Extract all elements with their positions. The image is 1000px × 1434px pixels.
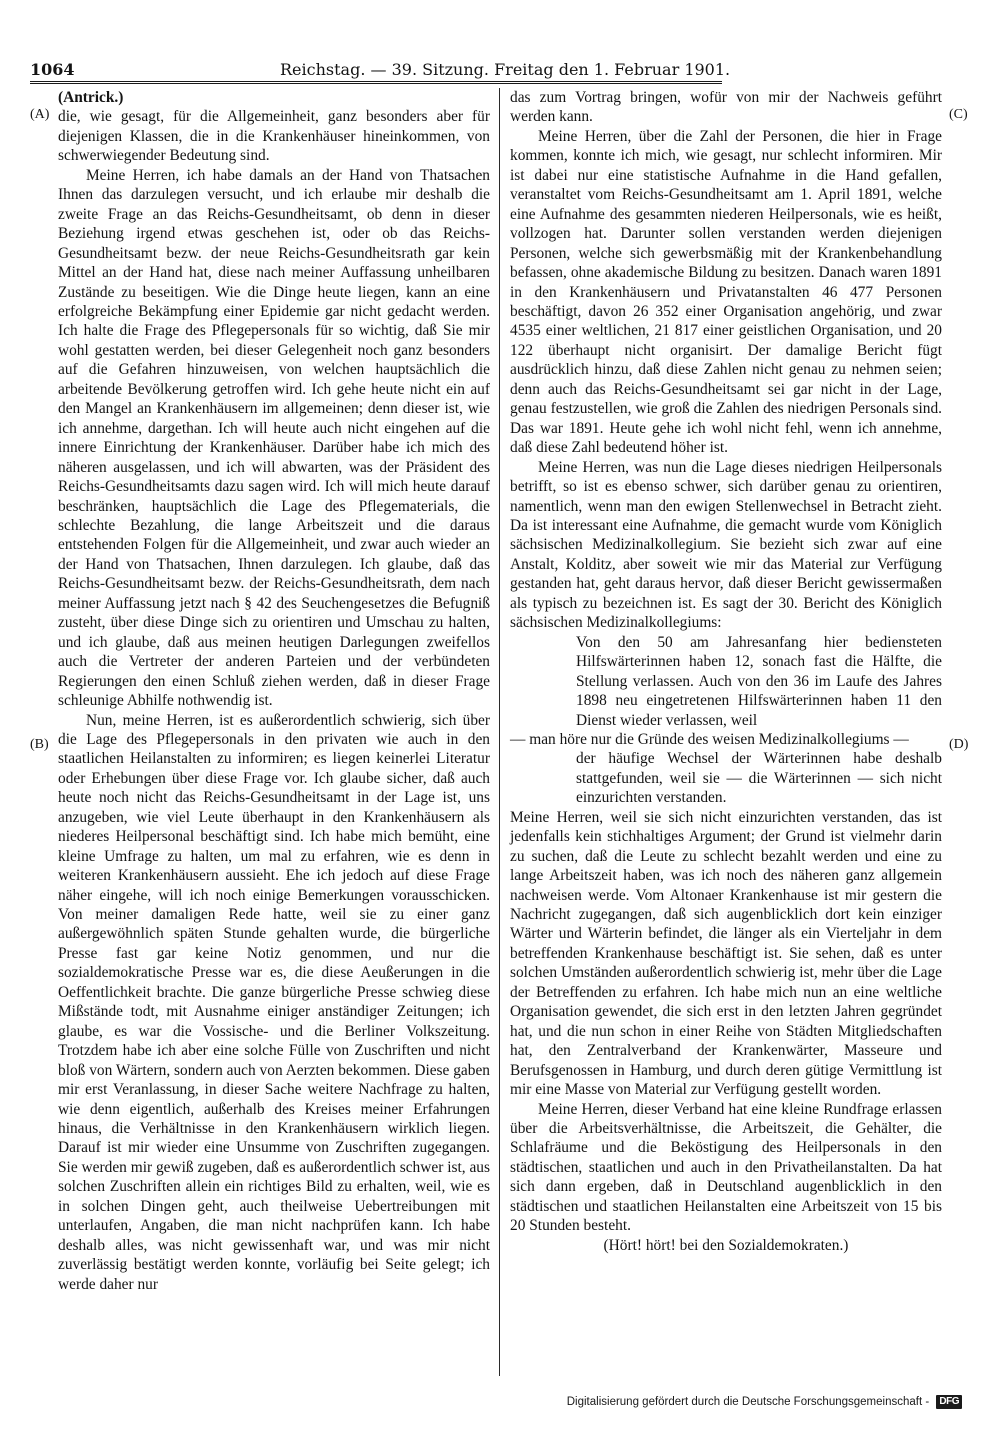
footer-text: Digitalisierung gefördert durch die Deutsche Forschungsgemeinschaft - (566, 1396, 930, 1408)
header-rule (30, 81, 722, 82)
block-quote: Von den 50 am Jahresanfang hier bediensteten Hilfswärterinnen haben 12, sonach fast die Hälfte, die Stellung verlassen. Auch von den 36 im Laufe des Jahres 1898 neu eingetretenen Hilfswärterinnen haben 11 den Dienst wieder verlassen, weil (576, 633, 942, 729)
paragraph: Meine Herren, ich habe damals an der Hand von Thatsachen Ihnen das darzulegen versucht, und ich erlaube mir deshalb die zweite Frage an das Reichs-Gesundheitsamt, ob denn in dieser Beziehung irgend etwas geschehen ist, oder ob das Reichs-Gesundheitsamt bezw. der neue Reichs-Gesundheitsrath gar kein Mittel an der Hand hat, diese nach meiner Auffassung unheilbaren Zustände zu beseitigen. Wie die Dinge heute liegen, kann an eine erfolgreiche Bekämpfung einer Epidemie gar nicht gedacht werden. Ich halte die Frage des Pflegepersonals für so wichtig, daß Sie mir wohl gestatten werden, bei dieser Gelegenheit noch ganz besonders auf die Gefahren hinzuweisen, von welchen hauptsächlich die arbeitende Bevölkerung getroffen wird. Ich gehe heute nicht ein auf den Mangel an Krankenhäusern im allgemeinen; denn dieser ist, wie ich annehme, dargethan. Ich will heute auch nicht eingehen auf die innere Einrichtung der Krankenhäuser. Darüber habe ich mich des näheren ausgelassen, und ich will abwarten, was der Präsident des Reichs-Gesundheitsamts dazu sagen wird. Ich will mich heute darauf beschränken, hauptsächlich die Lage des Pflegematerials, die schlechte Bezahlung, die lange Arbeitszeit und die daraus entstehenden Folgen für die Allgemeinheit, und zwar auch wieder an der Hand von Thatsachen, Ihnen darzulegen. Ich glaube, daß das Reichs-Gesundheitsamt bezw. der Reichs-Gesundheitsrath, dem nach meiner Auffassung jetzt nach § 42 des Seuchengesetzes die Befugniß zusteht, über diese Dinge sich zu orientiren und Umschau zu halten, und ich glaube, daß aus meinen heutigen Darlegungen zweifellos auch die Vertreter der anderen Parteien und der verbündeten Regierungen den einen Schluß ziehen werden, daß in dieser Frage schleunige Abhilfe nothwendig ist. (58, 166, 490, 710)
paragraph: die, wie gesagt, für die Allgemeinheit, ganz besonders aber für diejenigen Klassen, die in die Krankenhäuser hineinkommen, von schwerwiegender Bedeutung sind. (58, 108, 490, 165)
block-quote: der häufige Wechsel der Wärterinnen habe deshalb stattgefunden, weil sie — die Wärterinnen — sich nicht einzurichten verstanden. (576, 750, 942, 807)
dfg-logo: DFG (936, 1395, 962, 1409)
applause-note: (Hört! hört! bei den Sozialdemokraten.) (603, 1236, 849, 1254)
margin-marker-d: (D) (949, 737, 969, 752)
interjection: — man höre nur die Gründe des weisen Medizinalkollegiums — (510, 730, 909, 748)
column-divider (499, 88, 500, 1376)
footer-credit (567, 1392, 962, 1412)
paragraph: Nun, meine Herren, ist es außerordentlich schwierig, sich über die Lage des Pflegepersonals in den privaten wie auch in den staatlichen Heilanstalten zu informiren; es liegen keinerlei Literatur oder Erhebungen über diese Frage vor. Ich glaube sicher, daß auch heute noch nicht das Reichs-Gesundheitsamt in der Lage ist, uns anzugeben, wie viel Leute überhaupt in den Krankenhäusern als niederes Heilpersonal beschäftigt sind. Ich habe mich bemüht, eine kleine Umfrage zu halten, um mal zu erfahren, wie es denn in weiteren Krankenhäusern aussieht. Ehe ich jedoch auf diese Frage näher eingehe, will ich noch einige Bemerkungen vorausschicken. Von meiner damaligen Rede hatte, weil sie zu einer ganz außergewöhnlich späten Stunde gehalten wurde, die bürgerliche Presse fast gar keine Notiz genommen, und nur die sozialdemokratische Presse war es, die diese Aeußerungen in die Oeffentlichkeit brachte. Die ganze bürgerliche Presse schwieg diese Mißstände todt, mit Ausnahme einiger anständiger Zeitungen; ich glaube, es war die Vossische- und die Berliner Volkszeitung. Trotzdem habe ich aber eine solche Fülle von Zuschriften und nicht bloß von Wärtern, sondern auch von Aerzten bekommen. Diese gaben mir erst Veranlassung, in dieser Sache weitere Nachfrage zu halten, wie denn eigentlich, außerhalb des Kreises meiner Erfahrungen hinaus, die Verhältnisse in den Krankenhäusern wirklich liegen. Darauf ist mir wieder eine Unsumme von Zuschriften zugegangen. Sie werden mir gewiß zugeben, daß es außerordentlich schwer ist, aus solchen Zuschriften allein ein richtiges Bild zu erhalten, weil, wie es in solchen Dingen geht, auch theilweise Uebertreibungen mit unterlaufen, Angaben, die man nicht nachprüfen kann. Ich habe deshalb alles, was nicht gewissenhaft war, und was mir nicht zuverlässig bestätigt werden konnte, vorläufig bei Seite gelegt; ich werde daher nur (58, 711, 490, 1293)
paragraph: Meine Herren, weil sie sich nicht einzurichten verstanden, das ist jedenfalls kein stichhaltiges Argument; der Grund ist vielmehr darin zu suchen, daß die Leute zu schlecht bezahlt werden und eine zu lange Arbeitszeit haben, was ich noch des näheren ganz allgemein nachweisen werde. Vom Altonaer Krankenhause ist mir gestern die Nachricht zugegangen, daß sich augenblicklich dort kein einziger Wärter und Wärterin befindet, die länger als ein Vierteljahr in dem betreffenden Krankenhause beschäftigt ist. Sie sehen, daß es unter solchen Umständen außerordentlich schwierig ist, mehr über die Lage der Betreffenden zu erfahren. Ich habe mich nun an eine weltliche Organisation gewendet, die sich erst in den letzten Jahren gegründet hat, und die nun schon in einer Reihe von Städten Mitgliedschaften hat, den Zentralverband der Krankenwärter, Masseure und Berufsgenossen in Hamburg, und durch deren gütige Vermittlung ist mir eine Masse von Material zur Verfügung gestellt worden. (510, 808, 942, 1099)
paragraph: Meine Herren, über die Zahl der Personen, die hier in Frage kommen, konnte ich mich, wie gesagt, nur schlecht informiren. Mir ist dabei nur eine statistische Aufnahme in die Hand gefallen, veranstaltet vom Reichs-Gesundheitsamt am 1. April 1891, welche eine Aufnahme des gesammten niederen Heilpersonals, wie es heißt, vollzogen hat. Darunter sollen verstanden werden diejenigen Personen, welche sich gewerbsmäßig mit der Krankenbehandlung befassen, ohne akademische Bildung zu besitzen. Danach waren 1891 in den Krankenhäusern und Privatanstalten 46 477 Personen beschäftigt, davon 26 352 einer Organisation angehörig, und zwar 4535 einer weltlichen, 21 817 einer geistlichen Organisation, und 20 122 überhaupt nicht organisirt. Der damalige Bericht fügt ausdrücklich hinzu, daß diese Zahlen nicht genau zu nehmen seien; denn auch das Reichs-Gesundheitsamt sei gar nicht in der Lage, genau festzustellen, wie groß die Zahlen des niedrigen Personals sind. Das war 1891. Heute gehe ich wohl nicht fehl, wenn ich annehme, daß diese Zahl bedeutend höher ist. (510, 127, 942, 457)
running-title: Reichstag. — 39. Sitzung. Freitag den 1. Februar 1901. (280, 60, 731, 79)
speaker-name: (Antrick.) (58, 89, 124, 106)
paragraph: Meine Herren, dieser Verband hat eine kleine Rundfrage erlassen über die Arbeitsverhältnisse, die Arbeitszeit, die Gehälter, die Schlafräume und die Beköstigung des Heilpersonals in den städtischen, staatlichen und auch in den Privatheilanstalten. Da hat sich dann ergeben, daß in Deutschland augenblicklich in den städtischen und staatlichen Heilanstalten eine Arbeitszeit von 15 bis 20 Stunden besteht. (510, 1100, 942, 1235)
header-rule-second (30, 83, 722, 84)
margin-marker-b: (B) (30, 737, 49, 752)
page-number: 1064 (30, 60, 75, 79)
paragraph: das zum Vortrag bringen, wofür von mir der Nachweis geführt werden kann. (510, 89, 942, 126)
margin-marker-c: (C) (949, 107, 968, 122)
right-column (510, 88, 942, 1255)
left-column (58, 88, 490, 1294)
running-head (30, 58, 731, 82)
paragraph: Meine Herren, was nun die Lage dieses niedrigen Heilpersonals betrifft, so ist es ebenso schwer, sich darüber genau zu orientiren, namentlich, wenn man den ewigen Stellenwechsel in Betracht zieht. Da ist interessant eine Aufnahme, die gemacht wurde vom Königlich sächsischen Medizinalkollegium. Sie bezieht sich zwar auf eine Anstalt, Kolditz, aber soweit wie mir das Material zur Verfügung gestanden hat, geht daraus hervor, daß dieser Bericht gewissermaßen als typisch zu bezeichnen ist. Es sagt der 30. Bericht des Königlich sächsischen Medizinalkollegiums: (510, 458, 942, 632)
margin-marker-a: (A) (30, 107, 50, 122)
